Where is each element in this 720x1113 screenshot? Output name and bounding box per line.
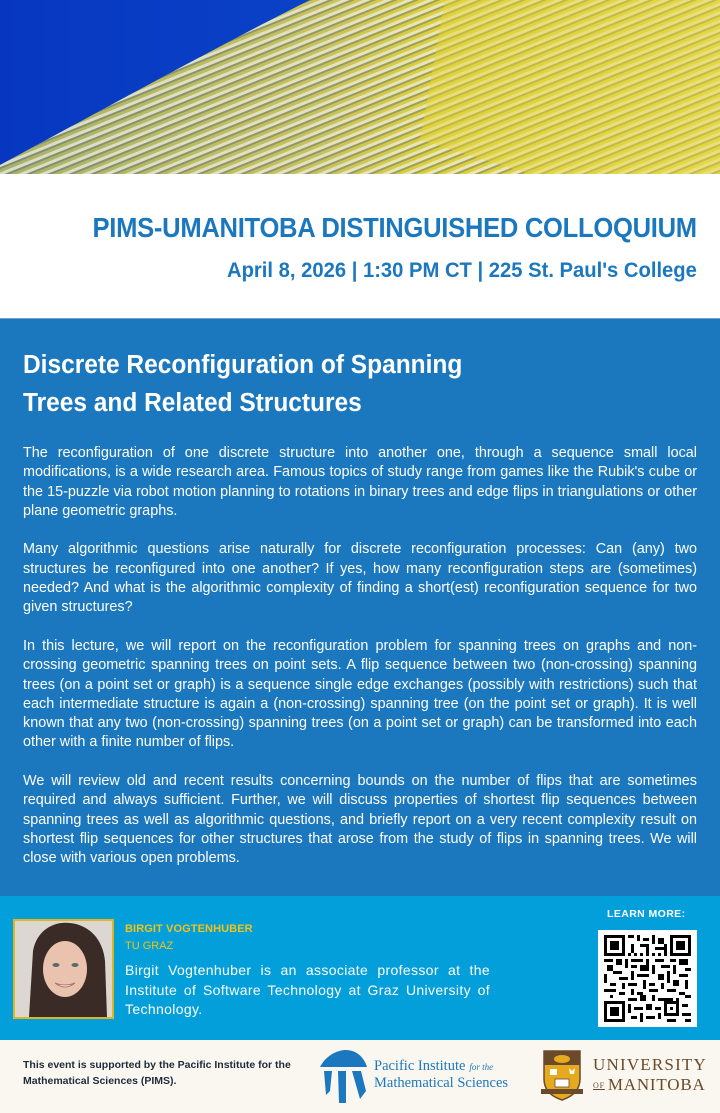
banner-image — [0, 0, 720, 174]
footer — [0, 1040, 720, 1113]
university-of-manitoba-logo-text — [593, 1055, 707, 1096]
abstract-paragraph-4: We will review old and recent results concerning bounds on the number of flips that are sometimes required and always sufficient. Further, we will discuss properties of shortest flip sequences between spanning trees as well as algorithmic questions, and briefly report on a very recent complexity result on shortest flip sequences for other structures that arose from the study of flips in spanning trees. We will close with various open problems. — [23, 773, 697, 867]
series-title: PIMS-UMANITOBA DISTINGUISHED COLLOQUIUM — [92, 212, 697, 243]
pims-logo-icon — [316, 1049, 368, 1103]
speaker-photo — [13, 919, 114, 1019]
talk-section — [0, 319, 720, 896]
abstract — [23, 444, 697, 888]
talk-title — [23, 346, 561, 422]
university-of-manitoba-crest-icon — [541, 1049, 583, 1101]
abstract-paragraph-2: Many algorithmic questions arise naturally for discrete reconfiguration processes: Can (any) two structures be reconfigured into one another? If yes, how many reconfiguration steps are (sometimes) needed? And what is the algorithmic complexity of finding a short(est) reconfiguration sequence for two given structures? — [23, 541, 697, 616]
speaker-bio: Birgit Vogtenhuber is an associate professor at the Institute of Software Technology at Graz University of Technology. — [125, 962, 490, 1017]
speaker-section — [0, 896, 720, 1040]
pims-name-line-2: Mathematical Sciences — [374, 1075, 509, 1091]
talk-title-line-2: Trees and Related Structures — [23, 389, 362, 417]
um-of: OF — [593, 1081, 605, 1090]
talk-title-line-1: Discrete Reconfiguration of Spanning — [23, 351, 463, 379]
event-details: April 8, 2026 | 1:30 PM CT | 225 St. Paul's College — [227, 258, 697, 282]
qr-code[interactable] — [598, 930, 697, 1027]
qr-code-icon — [603, 935, 692, 1022]
support-statement: This event is supported by the Pacific Institute for the Mathematical Sciences (PIMS). — [23, 1059, 291, 1087]
speaker-name: BIRGIT VOGTENHUBER — [125, 923, 253, 935]
abstract-paragraph-3: In this lecture, we will report on the reconfiguration problem for spanning trees on graphs and non-crossing geometric spanning trees on point sets. A flip sequence between two (non-crossing) spanning trees (on a point set or graph) is a sequence single edge exchanges (possibly with restrictions) such that each intermediate structure is again a (non-crossing) spanning tree (on the point set or graph). It is well known that any two (non-crossing) spanning trees (on a point set or graph) can be transformed into each other with a finite number of flips. — [23, 637, 697, 751]
pims-name-line-1: Pacific Institute — [374, 1058, 466, 1074]
event-header — [0, 174, 720, 319]
speaker-institution: TU GRAZ — [125, 940, 174, 952]
learn-more-label: LEARN MORE: — [607, 908, 686, 920]
pims-logo-text — [374, 1058, 508, 1091]
abstract-paragraph-1: The reconfiguration of one discrete structure into another one, through a sequence small local modifications, is a wide research area. Famous topics of study range from games like the Rubik's cube or the 15-puzzle via robot motion planning to rotations in binary trees and edge flips in triangulations or other plane geometric graphs. — [23, 445, 697, 519]
um-manitoba: MANITOBA — [607, 1075, 706, 1094]
mesh-pattern-graphic — [0, 0, 720, 174]
um-university: UNIVERSITY — [593, 1055, 707, 1074]
portrait-image — [15, 921, 112, 1017]
pims-name-for-the: for the — [469, 1062, 494, 1072]
